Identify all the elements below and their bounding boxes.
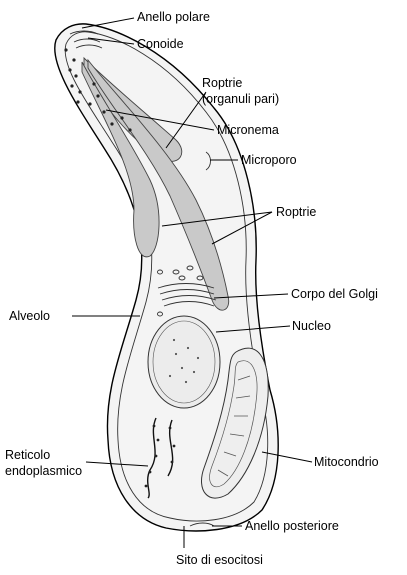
- label-roptrie-organuli-1: Roptrie: [202, 76, 243, 90]
- label-anello-posteriore: Anello posteriore: [245, 519, 339, 533]
- label-reticolo-2: endoplasmico: [5, 464, 83, 478]
- label-mitocondrio: Mitocondrio: [314, 455, 379, 469]
- label-microporo: Microporo: [241, 153, 297, 167]
- nucleus: [148, 316, 220, 408]
- label-conoide: Conoide: [137, 37, 184, 51]
- label-roptrie-organuli-2: (organuli pari): [202, 92, 280, 106]
- label-sito-esocitosi: Sito di esocitosi: [176, 553, 263, 567]
- label-alveolo: Alveolo: [9, 309, 50, 323]
- label-micronema: Micronema: [217, 123, 279, 137]
- label-nucleo: Nucleo: [292, 319, 331, 333]
- label-anello-polare: Anello polare: [137, 10, 210, 24]
- label-roptrie: Roptrie: [276, 205, 317, 219]
- label-reticolo-1: Reticolo: [5, 448, 51, 462]
- label-corpo-golgi: Corpo del Golgi: [291, 287, 378, 301]
